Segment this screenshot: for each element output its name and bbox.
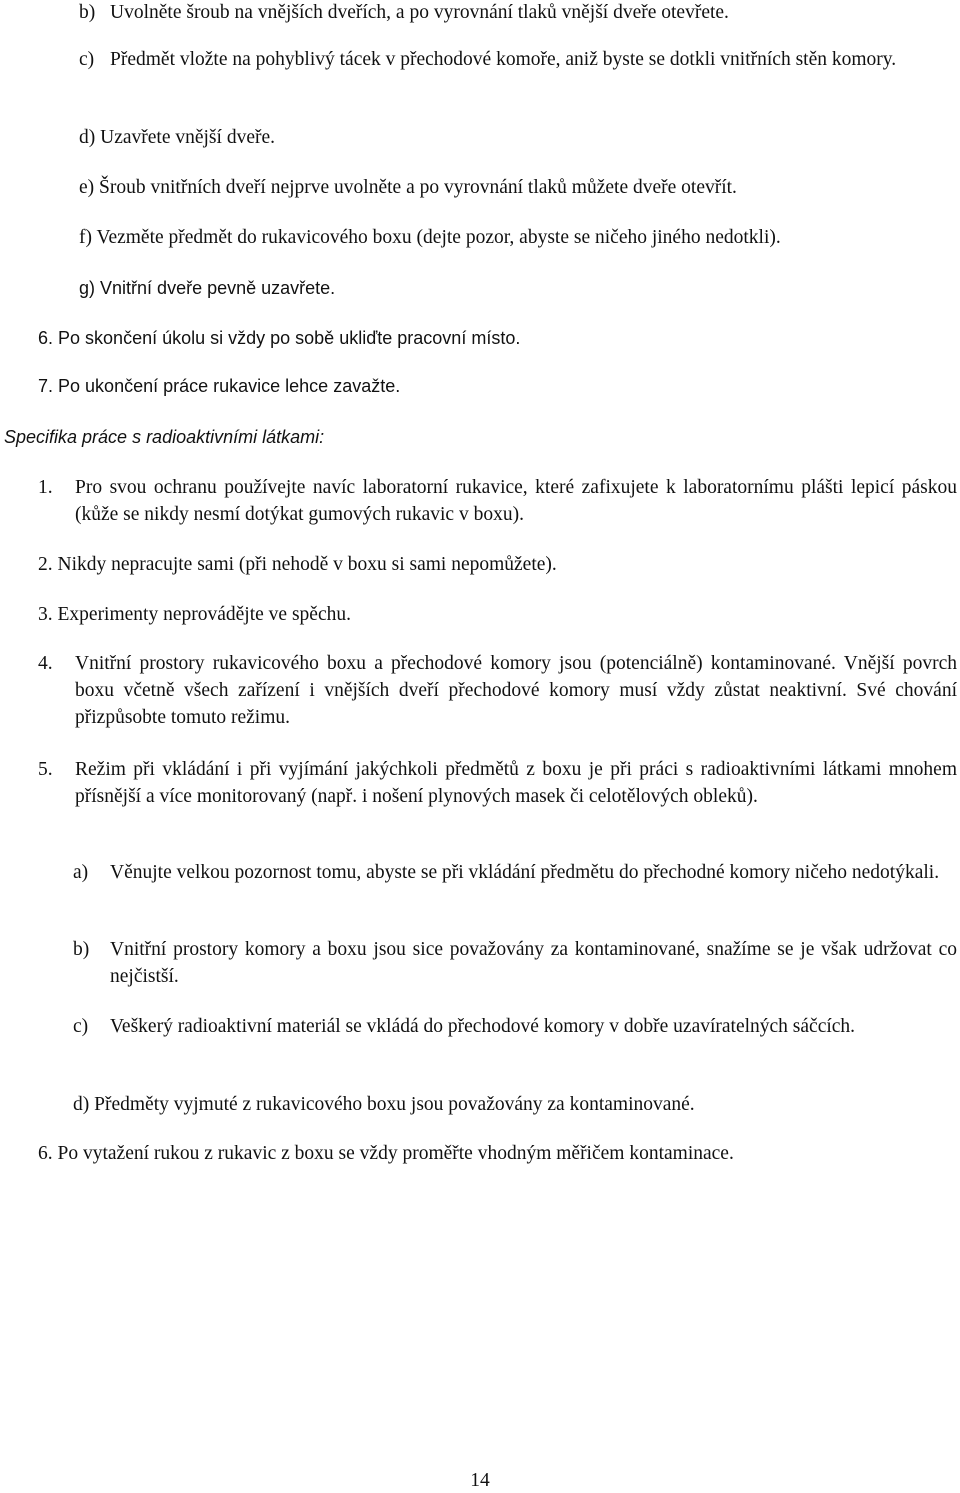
- substep-label: f): [79, 227, 92, 248]
- radio-rule-2: [38, 551, 557, 578]
- substep-text: Šroub vnitřních dveří nejprve uvolněte a po vyrovnání tlaků můžete dveře otevřít.: [99, 177, 737, 198]
- rule-text: Nikdy nepracujte sami (při nehodě v boxu si sami nepomůžete).: [57, 554, 557, 575]
- substep-text: Předměty vyjmuté z rukavicového boxu jsou považovány za kontaminované.: [94, 1094, 695, 1115]
- substep-text: Uzavřete vnější dveře.: [100, 127, 275, 148]
- substep-text: Věnujte velkou pozornost tomu, abyste se při vkládání předmětu do přechodné komory ničeho nedotýkali.: [110, 862, 940, 883]
- rule5-substep-a: [73, 859, 957, 886]
- substep-c: [79, 46, 959, 73]
- rule-label: 2.: [38, 554, 53, 575]
- substep-label: b): [73, 939, 90, 960]
- step-6: [38, 325, 520, 352]
- substep-b: [79, 0, 939, 26]
- substep-text: Vnitřní prostory komory a boxu jsou sice považovány za kontaminované, snažíme se je však udržovat co nejčistší.: [110, 939, 957, 987]
- substep-label: d): [79, 127, 96, 148]
- substep-label: c): [79, 49, 95, 70]
- substep-text: Veškerý radioaktivní materiál se vkládá do přechodové komory v dobře uzavíratelných sáčcích.: [110, 1016, 856, 1037]
- substep-label: b): [79, 2, 96, 23]
- rule-label: 5.: [38, 759, 53, 780]
- rule-label: 6.: [38, 1143, 53, 1164]
- radio-rule-3: [38, 601, 351, 628]
- substep-text: Uvolněte šroub na vnějších dveřích, a po vyrovnání tlaků vnější dveře otevřete.: [110, 2, 729, 23]
- step-label: 7.: [38, 376, 54, 396]
- section-heading: Specifika práce s radioaktivními látkami:: [4, 427, 325, 447]
- step-text: Po skončení úkolu si vždy po sobě ukliďte pracovní místo.: [58, 328, 521, 348]
- substep-text: Předmět vložte na pohyblivý tácek v přechodové komoře, aniž byste se dotkli vnitřních stěn komory.: [110, 49, 897, 70]
- rule-label: 1.: [38, 477, 53, 498]
- page-number: 14: [470, 1470, 490, 1491]
- substep-label: e): [79, 177, 95, 198]
- radio-rule-6: [38, 1140, 734, 1167]
- rule5-substep-b: [73, 936, 957, 990]
- radio-rule-1: [38, 474, 957, 528]
- substep-label: g): [79, 278, 96, 298]
- substep-text: Vnitřní dveře pevně uzavřete.: [100, 278, 336, 298]
- radio-rule-5: [38, 756, 957, 810]
- step-label: 6.: [38, 328, 54, 348]
- rule-label: 3.: [38, 604, 53, 625]
- rule-text: Po vytažení rukou z rukavic z boxu se vždy proměřte vhodným měřičem kontaminace.: [57, 1143, 734, 1164]
- substep-label: c): [73, 1016, 89, 1037]
- substep-text: Vezměte předmět do rukavicového boxu (dejte pozor, abyste se ničeho jiného nedotkli).: [96, 227, 781, 248]
- step-text: Po ukončení práce rukavice lehce zavažte.: [58, 376, 401, 396]
- substep-g: [79, 275, 335, 302]
- substep-e: [79, 174, 737, 201]
- rule-text: Vnitřní prostory rukavicového boxu a přechodové komory jsou (potenciálně) kontaminované. Vnější povrch boxu včetně všech zařízení i vnějších dveří přechodové komory musí vždy zůstat neaktivní. Své chování přizpůsobte tomuto režimu.: [75, 653, 957, 728]
- step-7: [38, 373, 400, 400]
- rule-text: Režim při vkládání i při vyjímání jakýchkoli předmětů z boxu je při práci s radioaktivními látkami mnohem přísnější a více monitorovaný (např. i nošení plynových masek či celotělových obleků).: [75, 759, 957, 807]
- rule-text: Experimenty neprovádějte ve spěchu.: [57, 604, 351, 625]
- substep-f: [79, 224, 781, 251]
- rule5-substep-d: [73, 1091, 695, 1118]
- substep-d: [79, 124, 275, 151]
- rule5-substep-c: [73, 1013, 957, 1040]
- rule-label: 4.: [38, 653, 53, 674]
- radio-rule-4: [38, 650, 957, 731]
- substep-label: a): [73, 862, 89, 883]
- substep-label: d): [73, 1094, 90, 1115]
- rule-text: Pro svou ochranu používejte navíc laboratorní rukavice, které zafixujete k laboratornímu plášti lepicí páskou (kůže se nikdy nesmí dotýkat gumových rukavic v boxu).: [75, 477, 957, 525]
